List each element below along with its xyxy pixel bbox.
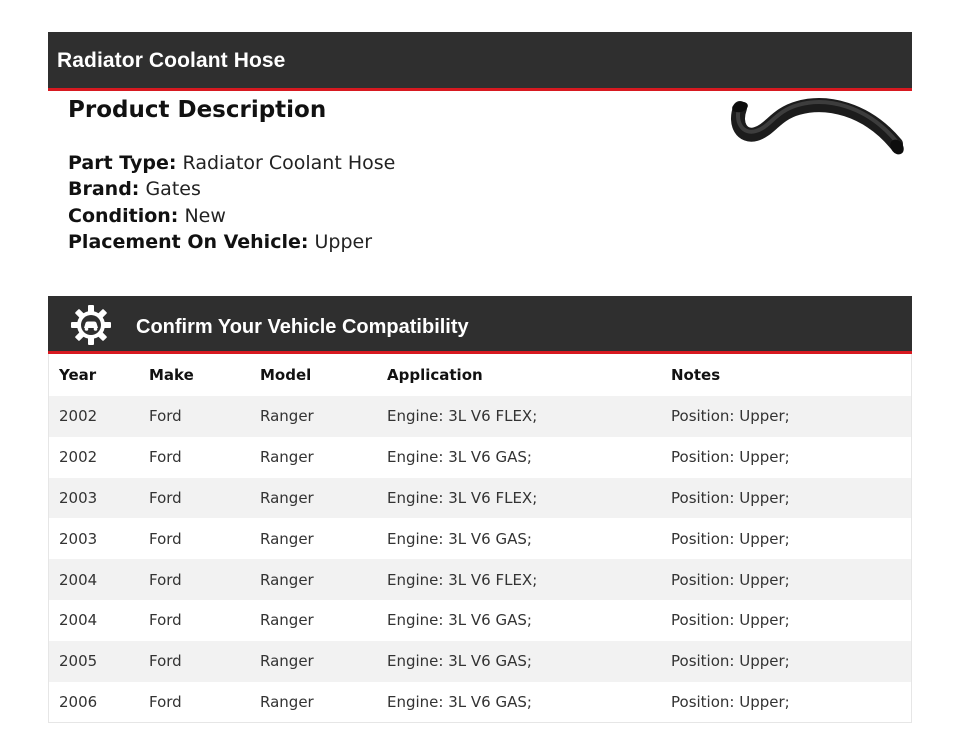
product-title: Radiator Coolant Hose (57, 49, 286, 72)
table-row (49, 559, 911, 600)
cell-model: Ranger (260, 437, 387, 478)
compatibility-heading: Confirm Your Vehicle Compatibility (136, 316, 469, 338)
cell-notes: Position: Upper; (671, 600, 911, 641)
column-header-make: Make (149, 354, 260, 396)
attribute-brand (68, 176, 395, 202)
column-header-application: Application (387, 354, 671, 396)
cell-application: Engine: 3L V6 GAS; (387, 600, 671, 641)
cell-year: 2006 (49, 682, 149, 723)
table-row (49, 641, 911, 682)
attribute-label: Condition: (68, 204, 179, 227)
compatibility-table-wrapper (48, 354, 912, 723)
table-row (49, 518, 911, 559)
cell-model: Ranger (260, 478, 387, 519)
compatibility-table (49, 354, 911, 722)
cell-application: Engine: 3L V6 GAS; (387, 437, 671, 478)
cell-year: 2002 (49, 437, 149, 478)
table-row (49, 600, 911, 641)
attribute-value: Gates (145, 178, 201, 201)
cell-year: 2003 (49, 478, 149, 519)
product-title-bar (48, 32, 912, 91)
cell-model: Ranger (260, 559, 387, 600)
cell-notes: Position: Upper; (671, 437, 911, 478)
table-header-row (49, 354, 911, 396)
table-row (49, 478, 911, 519)
attribute-value: Radiator Coolant Hose (182, 152, 396, 174)
cell-year: 2004 (49, 559, 149, 600)
cell-model: Ranger (260, 641, 387, 682)
cell-year: 2005 (49, 641, 149, 682)
cell-make: Ford (149, 396, 260, 437)
cell-make: Ford (149, 478, 260, 519)
cell-application: Engine: 3L V6 FLEX; (387, 559, 671, 600)
cell-notes: Position: Upper; (671, 396, 911, 437)
cell-application: Engine: 3L V6 FLEX; (387, 396, 671, 437)
description-heading: Product Description (68, 97, 327, 123)
attribute-label: Brand: (68, 178, 140, 201)
cell-make: Ford (149, 600, 260, 641)
product-attributes (68, 150, 395, 255)
attribute-condition (68, 203, 395, 229)
cell-model: Ranger (260, 396, 387, 437)
cell-make: Ford (149, 559, 260, 600)
cell-make: Ford (149, 437, 260, 478)
cell-year: 2004 (49, 600, 149, 641)
cell-make: Ford (149, 518, 260, 559)
hose-product-image (726, 94, 908, 164)
attribute-label: Placement On Vehicle: (68, 230, 309, 253)
table-row (49, 682, 911, 723)
table-row (49, 396, 911, 437)
attribute-value: New (184, 204, 226, 227)
column-header-notes: Notes (671, 354, 911, 396)
cell-application: Engine: 3L V6 GAS; (387, 641, 671, 682)
cell-model: Ranger (260, 600, 387, 641)
gear-car-icon (69, 303, 113, 347)
cell-notes: Position: Upper; (671, 478, 911, 519)
attribute-part-type (68, 150, 395, 176)
attribute-value: Upper (314, 230, 373, 253)
cell-notes: Position: Upper; (671, 682, 911, 723)
cell-notes: Position: Upper; (671, 518, 911, 559)
cell-application: Engine: 3L V6 FLEX; (387, 478, 671, 519)
cell-application: Engine: 3L V6 GAS; (387, 518, 671, 559)
attribute-placement (68, 229, 395, 255)
cell-notes: Position: Upper; (671, 559, 911, 600)
cell-make: Ford (149, 682, 260, 723)
cell-model: Ranger (260, 682, 387, 723)
cell-application: Engine: 3L V6 GAS; (387, 682, 671, 723)
attribute-label: Part Type: (68, 152, 177, 174)
cell-year: 2003 (49, 518, 149, 559)
column-header-year: Year (49, 354, 149, 396)
cell-year: 2002 (49, 396, 149, 437)
compatibility-bar (48, 296, 912, 354)
column-header-model: Model (260, 354, 387, 396)
cell-notes: Position: Upper; (671, 641, 911, 682)
cell-make: Ford (149, 641, 260, 682)
table-row (49, 437, 911, 478)
cell-model: Ranger (260, 518, 387, 559)
